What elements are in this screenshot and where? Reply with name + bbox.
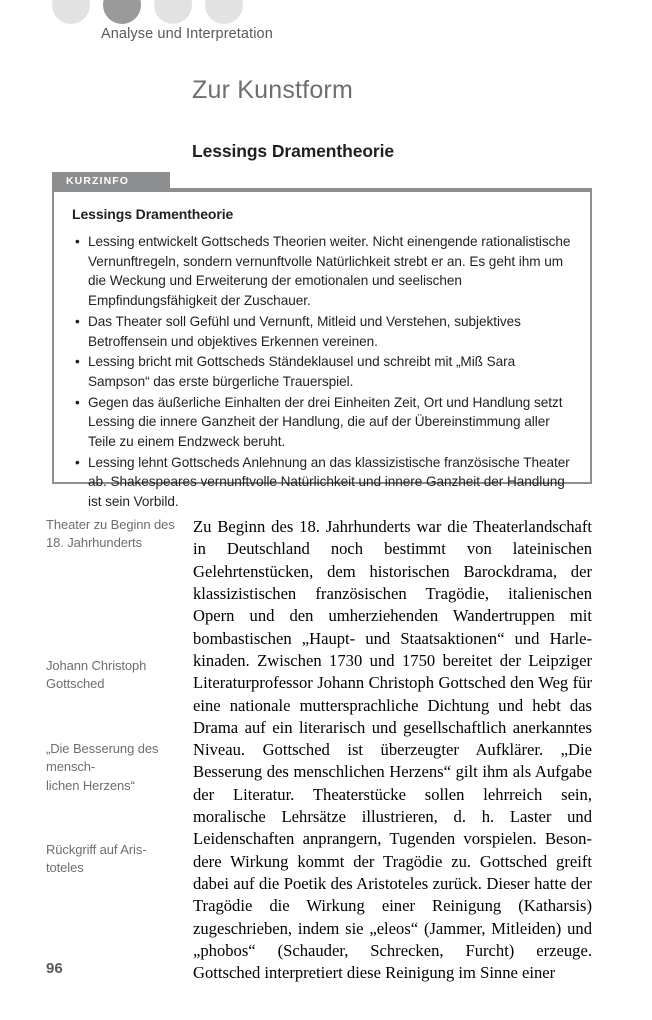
list-item bbox=[72, 352, 572, 391]
chapter-dot-2-active bbox=[103, 0, 141, 24]
kurzinfo-heading: Lessings Dramentheorie bbox=[72, 206, 234, 222]
kurzinfo-tab-label: KURZINFO bbox=[52, 172, 170, 190]
body-paragraph: Zu Beginn des 18. Jahrhunderts war die Theaterlandschaft in Deutschland noch bestimmt von lateinischen Gelehrtenstücken, dem historischen Barockdrama, der klassizistischen französischen Tragödie, italienischen Opern und den umherziehenden Wandertruppen mit bombastischen „Haupt- und Staatsaktionen“ und Harlekinaden. Zwischen 1730 und 1750 bereitet der Leipziger Literaturprofessor Johann Christoph Gottsched den Weg für eine nationale muttersprachliche Dichtung und hebt das Drama auf ein literarisch und gesellschaftlich anerkanntes Niveau. Gottsched ist überzeugter Aufklärer. „Die Besserung des menschlichen Herzens“ gilt ihm als Aufgabe der Literatur. Theaterstücke sollen lehrreich sein, moralische Lehrsätze illustrieren, d. h. Laster und Leidenschaften anprangern, Tugenden vorspielen. Besondere Wirkung kommt der Tragödie zu. Gottsched greift dabei auf die Poetik des Aristoteles zurück. Dieser hatte der Tragödie die Wirkung einer Reinigung (Katharsis) zugeschrieben, indem sie „eleos“ (Jammer, Mitleiden) und „phobos“ (Schauder, Schrecken, Furcht) erzeuge. Gottsched interpretiert diese Reinigung im Sinne einer bbox=[193, 517, 592, 983]
chapter-dot-3 bbox=[154, 0, 192, 24]
bullet-icon: • bbox=[75, 234, 80, 249]
kurzinfo-box bbox=[52, 190, 592, 510]
kurzinfo-bullet-list bbox=[72, 232, 572, 512]
list-item-text: Das Theater soll Gefühl und Vernunft, Mitleid und Verstehen, subjektives Betroffensein und objektives Erkennen vereinen. bbox=[88, 313, 521, 349]
breadcrumb: Analyse und Interpretation bbox=[101, 26, 273, 42]
bullet-icon: • bbox=[75, 394, 80, 410]
list-item-text: Lessing entwickelt Gottscheds Theorien weiter. Nicht einengende rationalistische Vernunftregeln, sondern vernunftvolle Natürlichkeit strebt er an. Es geht ihm um die Weckung und Erweiterung der emotionalen und seelischen Empfindungsfähigkeit der Zuschauer. bbox=[88, 234, 571, 309]
bullet-icon: • bbox=[75, 313, 80, 329]
bullet-icon: • bbox=[75, 354, 80, 370]
list-item-text: Lessing lehnt Gottscheds Anlehnung an das klassizistische französische Theater ab. Shakespeares vernunftvolle Natürlichkeit und innere Ganzheit der Handlung ist sein Vorbild. bbox=[88, 454, 570, 510]
margin-note: Rückgriff auf Aris- toteles bbox=[46, 842, 147, 876]
list-item bbox=[72, 232, 572, 311]
chapter-progress-dots bbox=[52, 0, 243, 24]
margin-note: „Die Besserung des mensch- lichen Herzens“ bbox=[46, 741, 159, 793]
list-item bbox=[72, 312, 572, 351]
list-item-text: Gegen das äußerliche Einhalten der drei Einheiten Zeit, Ort und Handlung setzt Lessing die innere Ganzheit der Handlung, die auf der Übereinstimmung aller Teile zu einem Endzweck beruht. bbox=[88, 394, 563, 450]
bullet-icon: • bbox=[75, 454, 80, 470]
list-item bbox=[72, 453, 572, 512]
body-text-column bbox=[193, 516, 592, 985]
list-item bbox=[72, 393, 572, 452]
margin-note: Theater zu Beginn des 18. Jahrhunderts bbox=[46, 517, 175, 551]
page-title: Zur Kunstform bbox=[192, 76, 353, 104]
page-number: 96 bbox=[46, 960, 63, 977]
chapter-dot-1 bbox=[52, 0, 90, 24]
chapter-dot-4 bbox=[205, 0, 243, 24]
section-title: Lessings Dramentheorie bbox=[192, 141, 395, 161]
margin-note: Johann Christoph Gottsched bbox=[46, 658, 147, 692]
list-item-text: Lessing bricht mit Gottscheds Ständeklausel und schreibt mit „Miß Sara Sampson“ das erste bürgerliche Trauerspiel. bbox=[88, 354, 516, 389]
